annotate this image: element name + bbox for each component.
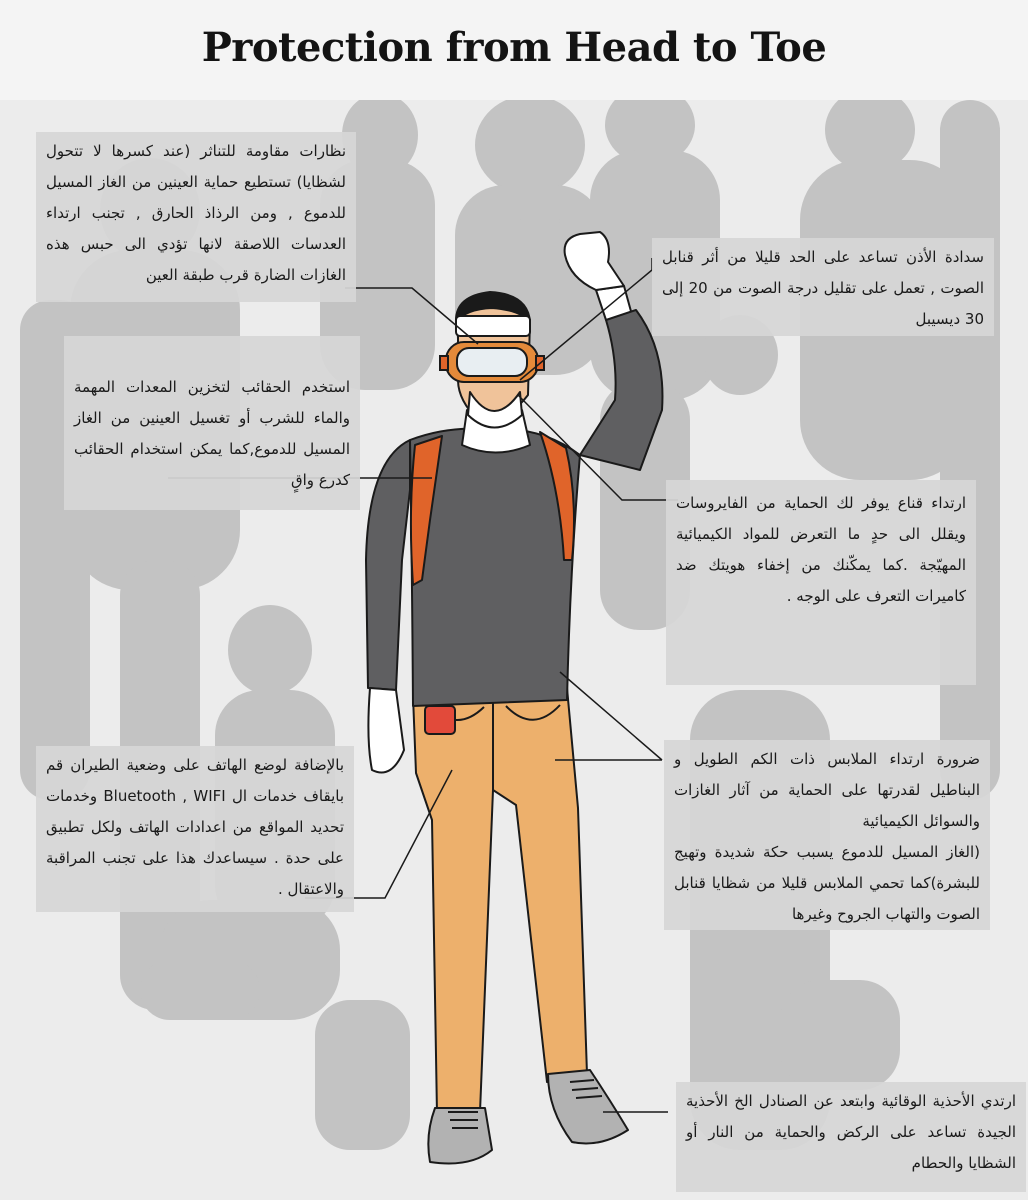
- callout-backpack: [64, 336, 360, 510]
- callout-phone-text: بالإضافة لوضع الهاتف على وضعية الطيران قم بايقاف خدمات ال Bluetooth , WIFI وخدمات تحديد المواقع من اعدادات الهاتف ولكل تطبيق على حدة . سيساعدك هذا على تجنب المراقبة والاعتقال .: [46, 756, 345, 898]
- callout-clothing: [664, 740, 990, 930]
- callout-mask: [666, 480, 976, 685]
- page-title: Protection from Head to Toe: [201, 24, 827, 71]
- callout-phone: [36, 746, 354, 912]
- callout-shoes: [676, 1082, 1026, 1192]
- goggles-icon: [440, 342, 544, 382]
- callout-earplugs: [652, 238, 994, 336]
- phone-icon: [425, 706, 455, 734]
- callout-goggles-text: نظارات مقاومة للتناثر (عند كسرها لا تتحول لشظايا) تستطيع حماية العينين من الغاز المسيل للدموع , ومن الرذاذ الحارق , تجنب ارتداء العدسات اللاصقة لانها تؤدي الى حبس هذه الغازات الضارة قرب طبقة العين: [46, 142, 346, 284]
- callout-clothing-text-2: (الغاز المسيل للدموع يسبب حكة شديدة وتهيج للبشرة)كما تحمي الملابس قليلا من شظايا قنابل الصوت والتهاب الجروح وغيرها: [674, 843, 980, 923]
- pants-icon: [413, 688, 587, 1114]
- callout-earplugs-text: سدادة الأذن تساعد على الحد قليلا من أثر قنابل الصوت , تعمل على تقليل درجة الصوت من 20 إلى 30 ديسيبل: [662, 248, 985, 328]
- callout-mask-text: ارتداء قناع يوفر لك الحماية من الفايروسات ويقلل الى حدٍ ما التعرض للمواد الكيميائية المهيّجة .كما يمكّنك من إخفاء هويتك ضد كاميرات التعرف على الوجه .: [676, 494, 966, 605]
- callout-backpack-text: استخدم الحقائب لتخزين المعدات المهمة والماء للشرب أو تغسيل العينين من الغاز المسيل للدموع,كما يمكن استخدام الحقائب كدرع واقٍ: [74, 378, 350, 489]
- callout-clothing-text-1: ضرورة ارتداء الملابس ذات الكم الطويل و البناطيل لقدرتها على الحماية من آثار الغازات والسوائل الكيميائية: [674, 750, 980, 830]
- callout-goggles: [36, 132, 356, 302]
- callout-shoes-text: ارتدي الأحذية الوقائية وابتعد عن الصنادل الخ الأحذية الجيدة تساعد على الركض والحماية من النار أو الشظايا والحطام: [686, 1092, 1016, 1172]
